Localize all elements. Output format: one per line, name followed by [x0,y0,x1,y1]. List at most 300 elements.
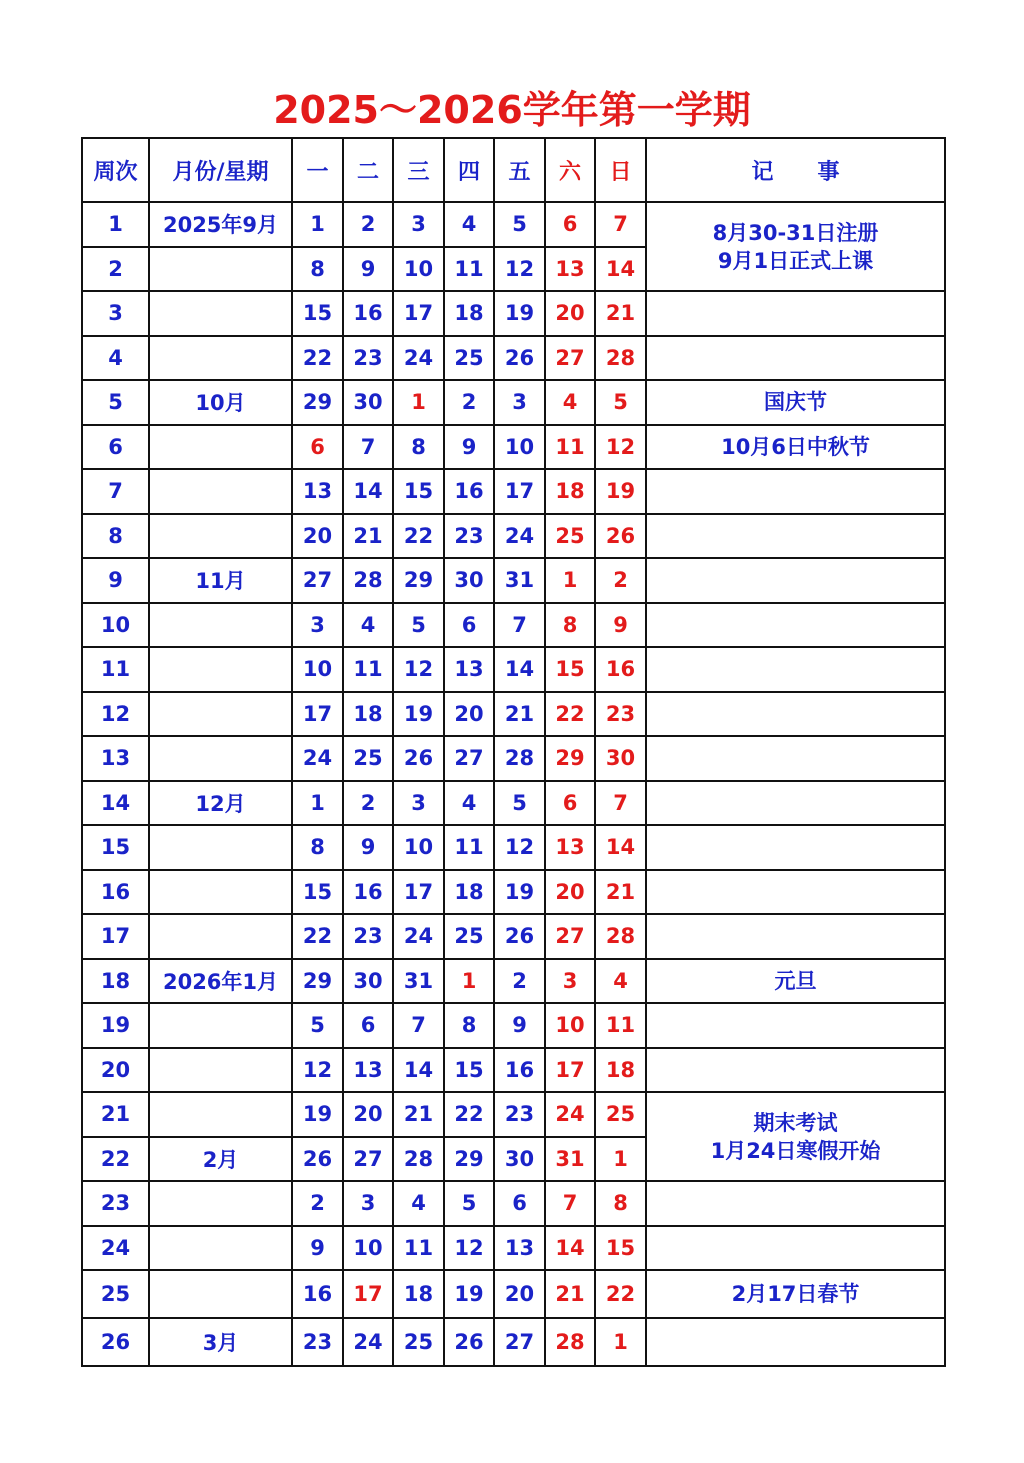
note-line: 8月30-31日注册 [712,220,879,245]
month-label [149,514,292,559]
header-notes: 记 事 [646,138,945,202]
month-label [149,336,292,381]
week-row [82,692,945,737]
header-day-mon: 一 [292,138,343,202]
month-label [149,1003,292,1048]
note-line: 期末考试 [753,1110,838,1135]
day-cell: 12 [393,647,444,692]
day-cell: 5 [494,202,545,247]
week-row [82,1048,945,1093]
day-cell: 19 [444,1270,494,1318]
day-cell: 26 [444,1318,494,1366]
week-row [82,1226,945,1271]
day-cell: 26 [494,914,545,959]
day-cell: 23 [343,336,393,381]
day-cell: 18 [444,870,494,915]
note-line: 元旦 [774,968,817,993]
month-label [149,425,292,470]
day-cell: 2 [343,781,393,826]
day-cell: 29 [292,959,343,1004]
calendar-body [82,202,945,1366]
week-number: 16 [82,870,149,915]
day-cell: 13 [343,1048,393,1093]
day-cell: 20 [444,692,494,737]
day-cell: 18 [393,1270,444,1318]
month-label: 12月 [149,781,292,826]
day-cell: 6 [494,1181,545,1226]
day-cell: 12 [595,425,646,470]
day-cell: 27 [444,736,494,781]
week-row [82,914,945,959]
header-week: 周次 [82,138,149,202]
note-cell [646,380,945,425]
day-cell: 4 [595,959,646,1004]
day-cell: 24 [393,914,444,959]
day-cell: 6 [343,1003,393,1048]
note-cell [646,736,945,781]
day-cell: 7 [595,202,646,247]
week-number: 3 [82,291,149,336]
week-row [82,1181,945,1226]
day-cell: 10 [292,647,343,692]
week-number: 6 [82,425,149,470]
day-cell: 13 [545,247,595,292]
note-line: 国庆节 [764,390,827,415]
week-row [82,336,945,381]
day-cell: 20 [545,870,595,915]
day-cell: 14 [494,647,545,692]
day-cell: 8 [545,603,595,648]
day-cell: 6 [545,781,595,826]
week-number: 23 [82,1181,149,1226]
day-cell: 9 [343,247,393,292]
day-cell: 2 [595,558,646,603]
day-cell: 17 [393,870,444,915]
day-cell: 30 [343,380,393,425]
week-row [82,736,945,781]
day-cell: 19 [494,870,545,915]
day-cell: 19 [595,469,646,514]
week-row [82,380,945,425]
day-cell: 17 [393,291,444,336]
week-number: 9 [82,558,149,603]
day-cell: 18 [545,469,595,514]
day-cell: 15 [393,469,444,514]
day-cell: 20 [292,514,343,559]
day-cell: 12 [494,825,545,870]
month-label [149,1270,292,1318]
day-cell: 7 [595,781,646,826]
day-cell: 19 [494,291,545,336]
day-cell: 8 [595,1181,646,1226]
day-cell: 2 [292,1181,343,1226]
day-cell: 25 [444,336,494,381]
day-cell: 28 [595,336,646,381]
day-cell: 24 [545,1092,595,1137]
week-number: 26 [82,1318,149,1366]
day-cell: 25 [595,1092,646,1137]
day-cell: 1 [545,558,595,603]
day-cell: 19 [393,692,444,737]
day-cell: 20 [494,1270,545,1318]
day-cell: 12 [494,247,545,292]
day-cell: 4 [444,781,494,826]
day-cell: 26 [595,514,646,559]
day-cell: 13 [545,825,595,870]
day-cell: 6 [292,425,343,470]
day-cell: 22 [545,692,595,737]
week-number: 20 [82,1048,149,1093]
day-cell: 7 [494,603,545,648]
day-cell: 30 [595,736,646,781]
day-cell: 15 [292,291,343,336]
day-cell: 26 [393,736,444,781]
day-cell: 11 [343,647,393,692]
note-cell [646,425,945,470]
day-cell: 7 [343,425,393,470]
note-cell [646,514,945,559]
week-row [82,1318,945,1366]
day-cell: 18 [343,692,393,737]
week-number: 1 [82,202,149,247]
day-cell: 3 [545,959,595,1004]
day-cell: 11 [595,1003,646,1048]
header-day-thu: 四 [444,138,494,202]
day-cell: 5 [595,380,646,425]
header-day-sat: 六 [545,138,595,202]
day-cell: 22 [292,914,343,959]
day-cell: 21 [343,514,393,559]
week-number: 4 [82,336,149,381]
note-cell [646,558,945,603]
week-number: 21 [82,1092,149,1137]
month-label [149,736,292,781]
day-cell: 5 [494,781,545,826]
day-cell: 4 [343,603,393,648]
header-month: 月份/星期 [149,138,292,202]
day-cell: 5 [292,1003,343,1048]
week-number: 17 [82,914,149,959]
day-cell: 23 [292,1318,343,1366]
note-cell [646,781,945,826]
week-row [82,1270,945,1318]
month-label: 2026年1月 [149,959,292,1004]
week-row [82,291,945,336]
day-cell: 16 [343,870,393,915]
week-row [82,1092,945,1137]
day-cell: 27 [545,914,595,959]
month-label [149,870,292,915]
day-cell: 1 [292,781,343,826]
day-cell: 22 [444,1092,494,1137]
header-day-tue: 二 [343,138,393,202]
day-cell: 13 [494,1226,545,1271]
day-cell: 15 [444,1048,494,1093]
week-row [82,425,945,470]
day-cell: 1 [444,959,494,1004]
day-cell: 16 [343,291,393,336]
day-cell: 6 [545,202,595,247]
day-cell: 7 [393,1003,444,1048]
day-cell: 22 [595,1270,646,1318]
note-cell [646,1318,945,1366]
day-cell: 28 [393,1137,444,1182]
day-cell: 10 [343,1226,393,1271]
day-cell: 3 [494,380,545,425]
note-cell [646,692,945,737]
week-row [82,647,945,692]
day-cell: 16 [444,469,494,514]
day-cell: 28 [595,914,646,959]
note-line: 9月1日正式上课 [717,248,874,273]
day-cell: 28 [343,558,393,603]
month-label [149,1048,292,1093]
note-line: 1月24日寒假开始 [710,1138,881,1163]
note-line: 2月17日春节 [731,1282,860,1306]
day-cell: 3 [292,603,343,648]
day-cell: 24 [292,736,343,781]
day-cell: 3 [393,202,444,247]
day-cell: 10 [494,425,545,470]
day-cell: 25 [545,514,595,559]
day-cell: 15 [595,1226,646,1271]
month-label [149,1226,292,1271]
day-cell: 2 [343,202,393,247]
day-cell: 13 [444,647,494,692]
day-cell: 11 [393,1226,444,1271]
day-cell: 17 [545,1048,595,1093]
day-cell: 14 [393,1048,444,1093]
day-cell: 29 [393,558,444,603]
day-cell: 28 [494,736,545,781]
week-number: 8 [82,514,149,559]
day-cell: 27 [292,558,343,603]
day-cell: 27 [343,1137,393,1182]
month-label: 2025年9月 [149,202,292,247]
week-row [82,514,945,559]
day-cell: 25 [444,914,494,959]
month-label [149,603,292,648]
day-cell: 10 [393,247,444,292]
day-cell: 31 [393,959,444,1004]
note-cell [646,1270,945,1318]
note-cell [646,1003,945,1048]
week-row [82,870,945,915]
day-cell: 19 [292,1092,343,1137]
week-number: 18 [82,959,149,1004]
week-row [82,469,945,514]
day-cell: 11 [444,825,494,870]
day-cell: 16 [595,647,646,692]
day-cell: 24 [494,514,545,559]
header-day-wed: 三 [393,138,444,202]
month-label: 3月 [149,1318,292,1366]
day-cell: 22 [292,336,343,381]
day-cell: 15 [292,870,343,915]
day-cell: 15 [545,647,595,692]
day-cell: 31 [494,558,545,603]
semester-calendar-table [81,137,946,1367]
day-cell: 29 [444,1137,494,1182]
note-cell [646,914,945,959]
note-cell [646,959,945,1004]
day-cell: 1 [393,380,444,425]
day-cell: 12 [292,1048,343,1093]
day-cell: 30 [494,1137,545,1182]
month-label [149,291,292,336]
week-number: 24 [82,1226,149,1271]
month-label: 10月 [149,380,292,425]
note-cell [646,291,945,336]
day-cell: 7 [545,1181,595,1226]
header-row [82,138,945,202]
week-number: 13 [82,736,149,781]
day-cell: 26 [292,1137,343,1182]
month-label [149,1181,292,1226]
note-cell [646,1226,945,1271]
day-cell: 29 [292,380,343,425]
day-cell: 1 [595,1318,646,1366]
day-cell: 14 [545,1226,595,1271]
week-row [82,1003,945,1048]
note-cell [646,336,945,381]
note-line: 10月6日中秋节 [721,434,870,459]
day-cell: 4 [545,380,595,425]
note-cell [646,469,945,514]
month-label [149,469,292,514]
day-cell: 23 [343,914,393,959]
day-cell: 1 [595,1137,646,1182]
day-cell: 1 [292,202,343,247]
week-row [82,603,945,648]
day-cell: 9 [595,603,646,648]
month-label [149,647,292,692]
day-cell: 12 [444,1226,494,1271]
day-cell: 24 [393,336,444,381]
header-day-sun: 日 [595,138,646,202]
week-number: 25 [82,1270,149,1318]
day-cell: 24 [343,1318,393,1366]
day-cell: 30 [343,959,393,1004]
month-label: 2月 [149,1137,292,1182]
day-cell: 8 [393,425,444,470]
day-cell: 23 [595,692,646,737]
day-cell: 10 [545,1003,595,1048]
day-cell: 25 [343,736,393,781]
day-cell: 27 [494,1318,545,1366]
day-cell: 8 [444,1003,494,1048]
day-cell: 2 [494,959,545,1004]
day-cell: 23 [444,514,494,559]
day-cell: 14 [595,247,646,292]
week-row [82,959,945,1004]
day-cell: 20 [343,1092,393,1137]
day-cell: 28 [545,1318,595,1366]
note-cell [646,1048,945,1093]
week-row [82,825,945,870]
day-cell: 9 [292,1226,343,1271]
month-label [149,1092,292,1137]
day-cell: 25 [393,1318,444,1366]
week-row [82,202,945,247]
day-cell: 16 [292,1270,343,1318]
day-cell: 9 [494,1003,545,1048]
day-cell: 23 [494,1092,545,1137]
day-cell: 21 [595,291,646,336]
note-cell [646,1181,945,1226]
day-cell: 31 [545,1137,595,1182]
note-cell [646,1092,945,1181]
week-number: 10 [82,603,149,648]
day-cell: 14 [343,469,393,514]
note-cell [646,825,945,870]
day-cell: 11 [545,425,595,470]
day-cell: 8 [292,825,343,870]
day-cell: 9 [444,425,494,470]
day-cell: 4 [444,202,494,247]
month-label [149,825,292,870]
note-cell [646,870,945,915]
week-number: 14 [82,781,149,826]
week-number: 2 [82,247,149,292]
month-label [149,247,292,292]
day-cell: 21 [393,1092,444,1137]
week-row [82,781,945,826]
day-cell: 8 [292,247,343,292]
day-cell: 3 [393,781,444,826]
week-number: 15 [82,825,149,870]
day-cell: 14 [595,825,646,870]
day-cell: 29 [545,736,595,781]
header-day-fri: 五 [494,138,545,202]
day-cell: 21 [545,1270,595,1318]
month-label: 11月 [149,558,292,603]
week-row [82,558,945,603]
day-cell: 5 [444,1181,494,1226]
day-cell: 5 [393,603,444,648]
day-cell: 3 [343,1181,393,1226]
day-cell: 17 [494,469,545,514]
week-number: 22 [82,1137,149,1182]
day-cell: 21 [595,870,646,915]
day-cell: 11 [444,247,494,292]
note-cell [646,202,945,291]
day-cell: 22 [393,514,444,559]
week-number: 7 [82,469,149,514]
day-cell: 20 [545,291,595,336]
week-number: 5 [82,380,149,425]
day-cell: 30 [444,558,494,603]
week-number: 11 [82,647,149,692]
week-number: 19 [82,1003,149,1048]
day-cell: 16 [494,1048,545,1093]
day-cell: 17 [343,1270,393,1318]
month-label [149,692,292,737]
day-cell: 27 [545,336,595,381]
day-cell: 18 [595,1048,646,1093]
day-cell: 2 [444,380,494,425]
note-cell [646,647,945,692]
note-cell [646,603,945,648]
day-cell: 6 [444,603,494,648]
day-cell: 26 [494,336,545,381]
month-label [149,914,292,959]
calendar-title: 2025～2026学年第一学期 [273,88,751,132]
day-cell: 4 [393,1181,444,1226]
day-cell: 17 [292,692,343,737]
day-cell: 10 [393,825,444,870]
day-cell: 13 [292,469,343,514]
